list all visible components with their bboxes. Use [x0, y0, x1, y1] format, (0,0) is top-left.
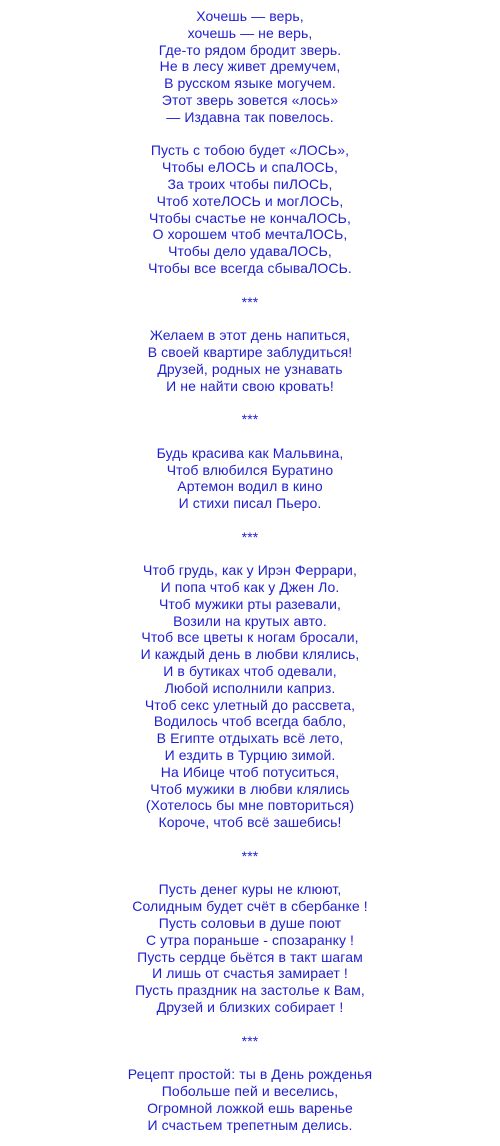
poem-line: Чтоб мужики рты разевали, [159, 595, 341, 612]
stanza [0, 327, 500, 394]
poem-line: На Ибице чтоб потуситься, [160, 763, 340, 780]
poem-line: Не в лесу живет дремучем, [159, 58, 341, 75]
poem-line: И не найти свою кровать! [166, 377, 334, 394]
stanza-separator: *** [241, 847, 259, 864]
poem-line: Любой исполнили каприз. [164, 679, 336, 696]
poem-line: Чтоб грудь, как у Ирэн Феррари, [143, 562, 357, 579]
poem-line: Чтобы счастье не кончаЛОСЬ, [149, 209, 351, 226]
stanza-separator: *** [241, 1032, 259, 1049]
stanza-gap [0, 1016, 500, 1033]
poem-line: Чтоб мужики в любви клялись [150, 780, 350, 797]
poem-line: Чтобы все всегда сбываЛОСЬ. [148, 259, 352, 276]
poem-line: Огромной ложкой ешь варенье [147, 1099, 353, 1116]
poem-line: Солидным будет счёт в сбербанке ! [132, 898, 368, 915]
poem-line: И стихи писал Пьеро. [178, 495, 322, 512]
poem-line: Чтоб секс улетный до рассвета, [144, 696, 356, 713]
poem-line: Возили на крутых авто. [173, 612, 327, 629]
stanza-gap [0, 428, 500, 445]
poem-line: хочешь — не верь, [187, 24, 313, 41]
poem-line: Чтобы дело удаваЛОСЬ, [168, 243, 332, 260]
poem-line: Чтобы еЛОСЬ и спаЛОСЬ, [162, 159, 338, 176]
poem-line: Желаем в этот день напиться, [149, 327, 351, 344]
poem-line: И счастьем трепетным делись. [147, 1116, 353, 1133]
poem-line: (Хотелось бы мне повториться) [145, 797, 355, 814]
stanza-gap [0, 277, 500, 294]
poem-line: О хорошем чтоб мечтаЛОСЬ, [152, 226, 348, 243]
stanza-separator: *** [241, 411, 259, 428]
poem-line: Побольше пей и веселись, [161, 1083, 339, 1099]
poem-line: И лишь от счастья замирает ! [152, 965, 348, 982]
poem-line: Пусть соловьи в душе поют [158, 915, 342, 932]
poem-line: Пусть праздник на застолье к Вам, [135, 982, 365, 999]
poem-line: В своей квартире заблудиться! [147, 343, 353, 360]
poem-line: Пусть с тобою будет «ЛОСЬ», [150, 142, 350, 159]
poem-line: Рецепт простой: ты в День рожденья [127, 1066, 373, 1083]
poem-line: И попа чтоб как у Джен Ло. [160, 579, 340, 596]
stanza-gap [0, 1049, 500, 1066]
poem-line: Друзей и близких собирает ! [156, 999, 344, 1016]
stanza-separator: *** [241, 528, 259, 545]
poem-line: Будь красива как Мальвина, [156, 444, 344, 461]
poem-line: Пусть сердце бьётся в такт шагам [137, 948, 363, 965]
stanza [0, 445, 500, 512]
poem-line: В Египте отдыхать всё лето, [156, 730, 344, 747]
poem-line: Этот зверь зовется «лось» [161, 91, 339, 108]
stanza-gap [0, 394, 500, 411]
poem-line: И каждый день в любви клялись, [140, 646, 360, 663]
poem-line: Артемон водил в кино [177, 478, 323, 495]
poem-line: И в бутиках чтоб одевали, [163, 663, 337, 680]
poem-line: Чтоб все цветы к ногам бросали, [141, 629, 359, 646]
poem-line: В русском языке могучем. [164, 75, 336, 92]
poem-line: Короче, чтоб всё зашебись! [158, 814, 342, 831]
poem-line: С утра пораньше - спозаранку ! [145, 931, 355, 948]
stanza [0, 1066, 500, 1133]
stanza [0, 562, 500, 831]
stanza-gap [0, 831, 500, 848]
stanza [0, 881, 500, 1015]
poem-line: Друзей, родных не узнавать [157, 360, 343, 377]
poem-line: Водилось чтоб всегда бабло, [153, 713, 347, 730]
poem-line: Хочешь — верь, [196, 8, 304, 24]
stanza-gap [0, 126, 500, 143]
poem-line: Где-то рядом бродит зверь. [158, 41, 342, 58]
poem-line: И ездить в Турцию зимой. [164, 747, 336, 764]
stanza-gap [0, 546, 500, 563]
poem-line: — Издавна так повелось. [166, 108, 334, 125]
stanza-gap [0, 865, 500, 882]
stanza-separator: *** [241, 293, 259, 310]
poem-line: За троих чтобы пиЛОСЬ, [167, 175, 333, 192]
poem-line: Чтоб хотеЛОСЬ и могЛОСЬ, [156, 192, 344, 209]
stanza [0, 142, 500, 276]
stanza [0, 8, 500, 126]
poem-line: Чтоб влюбился Буратино [166, 461, 334, 478]
stanza-gap [0, 512, 500, 529]
poem-line: Пусть денег куры не клюют, [158, 881, 342, 898]
stanza-gap [0, 310, 500, 327]
